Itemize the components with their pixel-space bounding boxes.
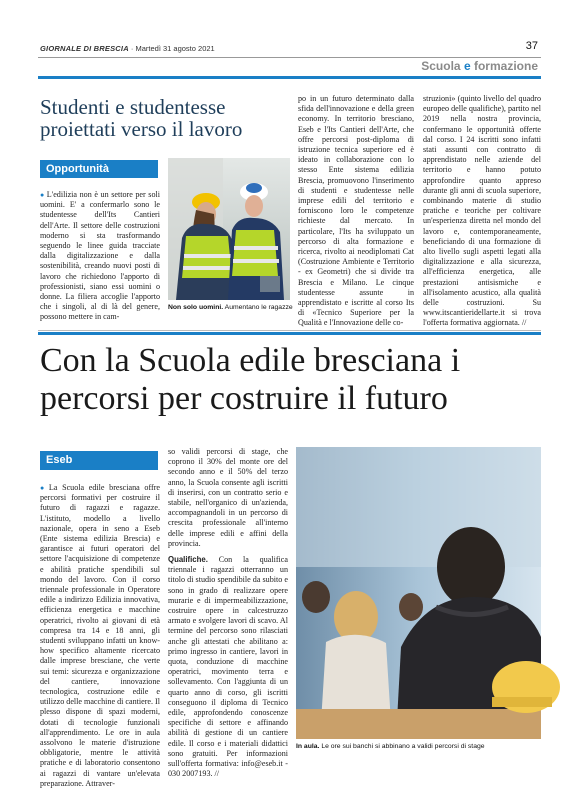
article2-headline: Con la Scuola edile bresciana i percorsi per costruire il futuro [40,342,461,417]
issue-date: Martedì 31 agosto 2021 [135,44,215,53]
article1-headline: Studenti e studentesse proiettati verso il lavoro [40,95,243,141]
section-bar [38,76,541,79]
article2-photo [296,447,541,739]
section-word-1: Scuola [421,59,461,73]
newspaper-name: GIORNALE DI BRESCIA [40,44,129,53]
article1-caption [168,304,293,311]
article2-caption-text: Le ore sui banchi si abbinano a validi percorsi di stage [321,743,485,750]
article1-caption-text: Aumentano le ragazze [224,304,293,311]
article1-column-3: struzioni» (quinto livello del quadro europeo delle qualifiche), partito nel 2019 nella nostra provincia, confermano le opportunità offerte dal corso. I 24 iscritti sono infatti stati assunti con contratto di apprendistato nelle aziende del territorio e hanno potuto approfondire quanto appreso durante gli anni di scuola superiore, combinando materie di studio pratiche e teoriche per coltivare un'esperienza diretta nel mondo del lavoro e, contemporaneamente, beneficiando di una formazione di alto livello sugli aspetti legati alla digitalizzazione e alla sicurezza, all'efficienza energetica, alle prestazioni antisismiche e all'isolamento acustico, alla qualità delle costruzioni. Su www.itscantieridellarte.it si trova l'offerta formativa aggiornata. // [423,94,541,328]
header-rule [38,57,541,58]
article2-col1-text: La Scuola edile bresciana offre percorsi formativi per costruire il futuro di ragazzi e ragazze. L'istituto, modello a livello nazionale, opera in seno a Eseb (Ente sistema edilizia Brescia) e garantisce ai futuri operatori del settore l'acquisizione di competenze e abilità pratiche spendibili sul mondo del lavoro. Con il corso triennale professionale in Operatore edile a indirizzo Edilizia innovativa, efficienza energetica e macchine operatrici, rivolto ai giovani di età compresa tra 14 e 18 anni, gli studenti sviluppano infatti un know-how specifico altamente ricercato dalle imprese bresciane, che verte sui temi: sicurezza e organizzazione del cantiere, innovazione tecnologica, costruzione edile e utilizzo delle macchine di cantiere. Il plesso dispone di spazi moderni, dotati di tecnologie funzionali all'apprendimento. Le ore in aula assolvono le materie d'istruzione obbligatorie, mentre le attività pratiche e di laboratorio consentono ai ragazzi di vantare un'elevata preparazione. Attraver- [40,483,160,788]
workers-illustration [168,158,290,300]
section-word-2: formazione [473,59,538,73]
article2-top-bar [38,332,541,335]
bullet-icon: ● [40,191,45,199]
page-number: 37 [525,40,538,52]
article2-caption-lead: In aula. [296,743,320,750]
article2-column-1 [40,483,160,788]
section-conjunction: e [463,59,471,73]
section-title [421,59,538,73]
article1-photo [168,158,290,300]
article-separator [38,330,541,331]
article2-column-2 [168,447,288,781]
article1-tag: Opportunità [40,160,158,178]
article2-tag: Eseb [40,451,158,470]
article1-caption-lead: Non solo uomini. [168,304,224,311]
subheading-qualifiche: Qualifiche. [168,555,208,565]
article1-column-1 [40,190,160,322]
article1-column-2: po in un futuro determinato dalla sfida dell'innovazione e della green economy. In territorio bresciano, Eseb e l'Its Cantieri dell'Arte, che offre percorsi post-diploma di istruzione tecnica superiore ed è ideato in collaborazione con lo stesso Ente sistema edilizia Brescia, promuovono l'inserimento di studenti e studentesse nelle imprese edili del territorio e forniscono loro le competenze richieste dal mercato. In particolare, l'Its ha sviluppato un percorso di alta formazione e ricerca, rivolto ai neodiplomati Cat (Costruzione Ambiente e Territorio - ex Geometri) che si divide tra Brescia e Milano. Le cinque studentesse assunte in apprendistato e iscritte al corso Its di «Tecnico Superiore per la Qualità e l'Innovazione delle co- [298,94,414,328]
article2-col2-intro: so validi percorsi di stage, che coprono il 30% del monte ore del secondo anno e il 50% del terzo anno, la Scuola consente agli iscritti di inserirsi, con un contratto serio e stabile, nell'organico di un'azienda, accompagnandoli in un percorso di crescita professionale all'interno delle imprese edili e affini della provincia. [168,447,288,548]
article2-col2-text: Con la qualifica triennale i ragazzi otterranno un titolo di studio spendibile da subito e sono in grado di realizzare opere murarie e di impermeabilizzazione, costruire opere in calcestruzzo armato e svolgere lavori di scavo. Al termine del percorso sono rilasciati anche gli attestati che abilitano a: primo ingresso in cantiere, lavori in quota, conduzione di macchine operatrici, movimento terra e sollevamento. Con l'aggiunta di un quarto anno di corso, gli iscritti conseguono il diploma di Tecnico edile, approfondendo conoscenze specifiche di settore e affinando abilità di gestione di un cantiere edile. Il corso e i materiali didattici sono gratuiti. Per informazioni sull'offerta formativa: info@eseb.it - 030 2007193. // [168,555,288,779]
article1-col1-text: L'edilizia non è un settore per soli uomini. E' a confermarlo sono le studentesse dell'Its Cantieri dell'Arte. Il settore delle costruzioni moderno si sta trasformando seguendo le linee guida tracciate dalla digitalizzazione e dalla sostenibilità, creando nuovi posti di lavoro che richiedono l'apporto di professionisti, siano essi uomini o donne. La filiera accoglie l'apporto che i singoli, al di là del genere, possono mettere in cam- [40,190,160,322]
bullet-icon: ● [40,484,47,492]
classroom-illustration [296,447,541,739]
masthead: GIORNALE DI BRESCIA · Martedì 31 agosto 2021 [40,44,215,53]
article2-caption [296,743,546,750]
